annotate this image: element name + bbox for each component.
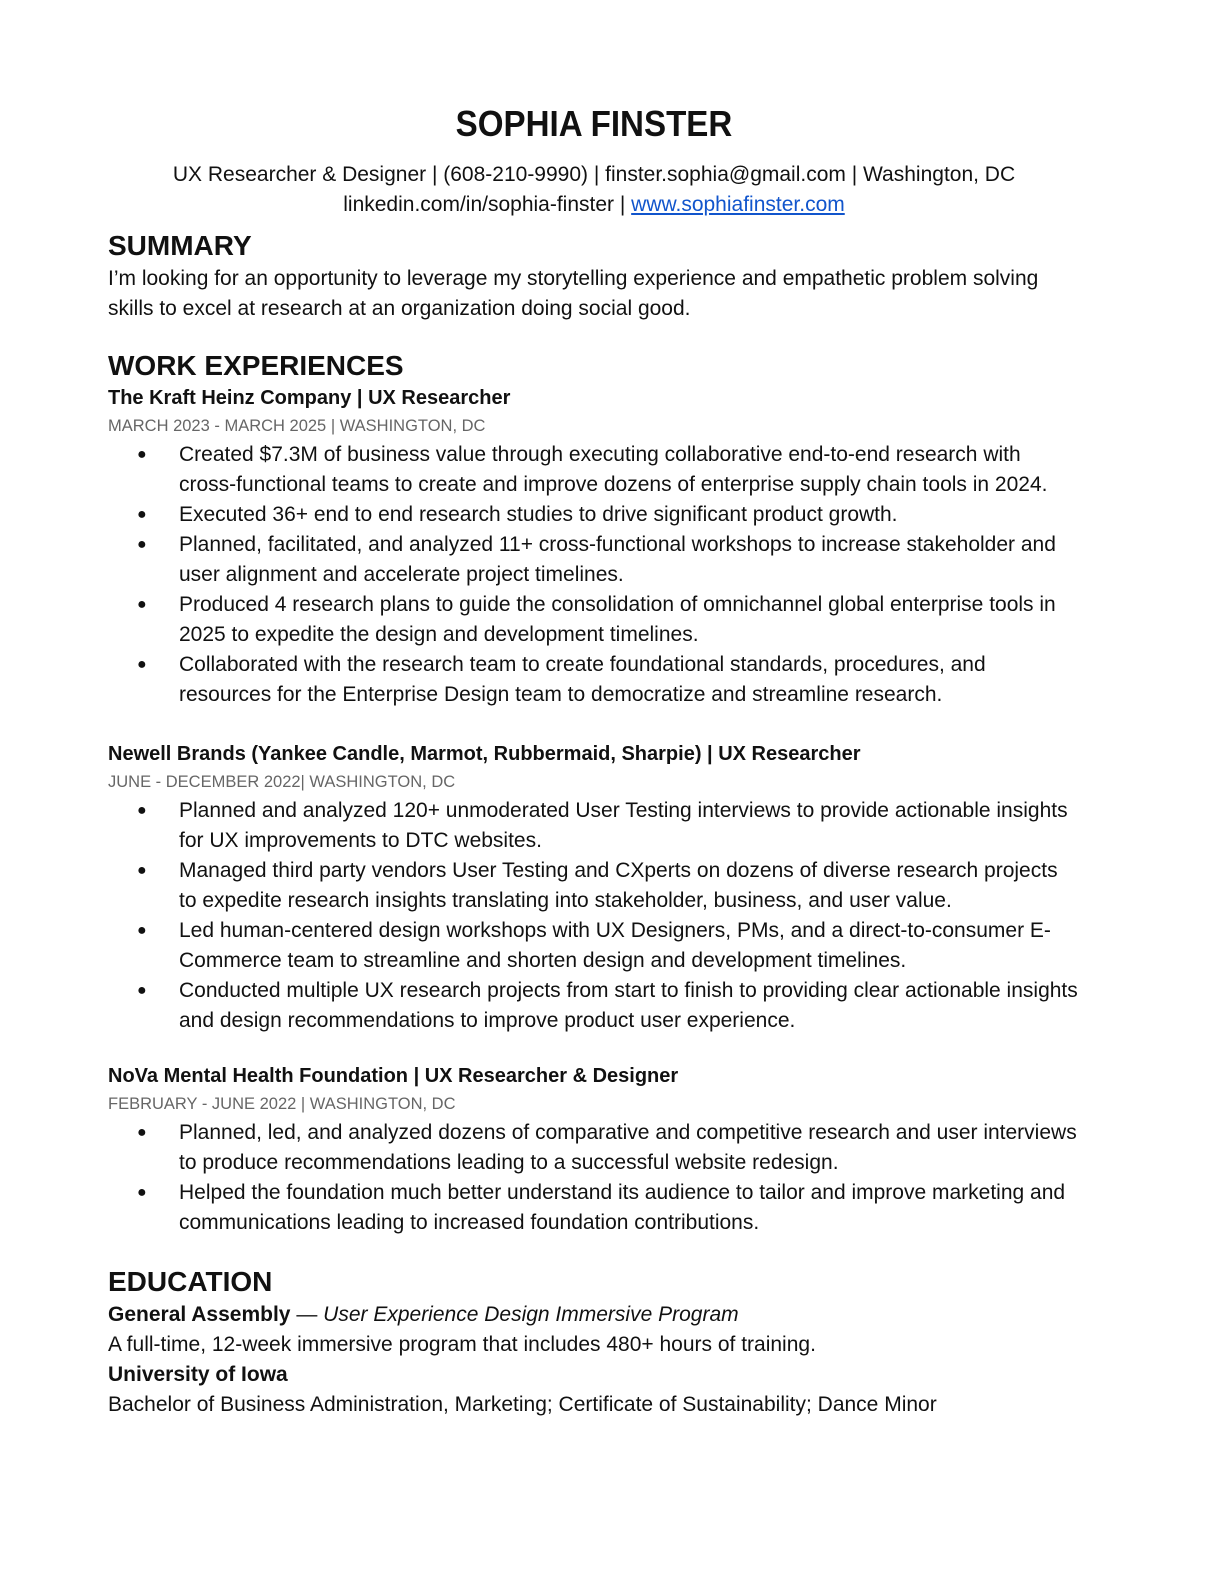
work-heading: WORK EXPERIENCES <box>108 350 404 381</box>
dash: — <box>290 1303 324 1326</box>
job-title: The Kraft Heinz Company | UX Researcher <box>108 387 511 409</box>
program-name: User Experience Design Immersive Program <box>323 1303 739 1326</box>
bullet-item: ● Created $7.3M of business value through executing collaborative end-to-end research with cross-functional teams to create and improve dozens of enterprise supply chain tools in 2024. <box>108 440 1080 500</box>
summary-section <box>108 228 1080 324</box>
bullet-item: ● Collaborated with the research team to create foundational standards, procedures, and resources for the Enterprise Design team to democratize and streamline research. <box>108 650 1080 710</box>
job-meta: MARCH 2023 - MARCH 2025 | WASHINGTON, DC <box>108 417 486 435</box>
job-meta: JUNE - DECEMBER 2022| WASHINGTON, DC <box>108 773 456 791</box>
job-bullets <box>108 1118 1080 1238</box>
bullet-item: ● Planned, led, and analyzed dozens of comparative and competitive research and user interviews to produce recommendations leading to a successful website redesign. <box>108 1118 1080 1178</box>
bullet-item: ● Produced 4 research plans to guide the consolidation of omnichannel global enterprise tools in 2025 to expedite the design and development timelines. <box>108 590 1080 650</box>
bullet-item: ● Conducted multiple UX research projects from start to finish to providing clear actionable insights and design recommendations to improve product user experience. <box>108 976 1080 1036</box>
education-detail: A full-time, 12-week immersive program that includes 480+ hours of training. <box>108 1333 816 1356</box>
school-name: General Assembly <box>108 1303 291 1326</box>
education-heading: EDUCATION <box>108 1266 273 1297</box>
job-entry-kraft-heinz <box>108 384 1080 710</box>
job-title: NoVa Mental Health Foundation | UX Researcher & Designer <box>108 1065 679 1087</box>
bullet-icon: ● <box>137 802 147 819</box>
summary-heading: SUMMARY <box>108 230 252 261</box>
job-entry-nova-mental-health <box>108 1062 1080 1238</box>
work-section <box>108 348 1080 1238</box>
contact-info <box>108 160 1080 220</box>
bullet-icon: ● <box>137 1124 147 1141</box>
bullet-icon: ● <box>137 862 147 879</box>
education-detail: Bachelor of Business Administration, Marketing; Certificate of Sustainability; Dance Minor <box>108 1393 937 1416</box>
separator: | <box>614 193 632 216</box>
education-entry-university-of-iowa <box>108 1360 1080 1390</box>
bullet-item: ● Planned, facilitated, and analyzed 11+ cross-functional workshops to increase stakeholder and user alignment and accelerate project timelines. <box>108 530 1080 590</box>
bullet-icon: ● <box>137 446 147 463</box>
job-bullets <box>108 440 1080 710</box>
job-meta: FEBRUARY - JUNE 2022 | WASHINGTON, DC <box>108 1095 456 1113</box>
linkedin-text: linkedin.com/in/sophia-finster <box>343 193 615 216</box>
education-entry-general-assembly <box>108 1300 1080 1330</box>
school-name: University of Iowa <box>108 1363 288 1386</box>
contact-line-1: UX Researcher & Designer | (608-210-9990) | finster.sophia@gmail.com | Washington, DC <box>172 163 1016 186</box>
website-link[interactable]: www.sophiafinster.com <box>631 193 845 216</box>
job-bullets <box>108 796 1080 1036</box>
bullet-icon: ● <box>137 922 147 939</box>
bullet-item: ● Executed 36+ end to end research studies to drive significant product growth. <box>108 500 1080 530</box>
bullet-item: ● Led human-centered design workshops with UX Designers, PMs, and a direct-to-consumer E-Commerce team to streamline and shorten design and development timelines. <box>108 916 1080 976</box>
bullet-icon: ● <box>137 596 147 613</box>
candidate-name: SOPHIA FINSTER <box>455 103 733 144</box>
bullet-icon: ● <box>137 1184 147 1201</box>
job-title: Newell Brands (Yankee Candle, Marmot, Rubbermaid, Sharpie) | UX Researcher <box>108 743 861 765</box>
bullet-icon: ● <box>137 506 147 523</box>
contact-line-2 <box>108 190 1080 220</box>
job-entry-newell-brands <box>108 740 1080 1036</box>
bullet-icon: ● <box>137 656 147 673</box>
bullet-icon: ● <box>137 536 147 553</box>
resume-page <box>108 100 1080 1420</box>
bullet-icon: ● <box>137 982 147 999</box>
bullet-item: ● Managed third party vendors User Testing and CXperts on dozens of diverse research projects to expedite research insights translating into stakeholder, business, and user value. <box>108 856 1080 916</box>
bullet-item: ● Helped the foundation much better understand its audience to tailor and improve marketing and communications leading to increased foundation contributions. <box>108 1178 1080 1238</box>
education-section <box>108 1264 1080 1420</box>
resume-header <box>108 100 1080 220</box>
bullet-item: ● Planned and analyzed 120+ unmoderated User Testing interviews to provide actionable insights for UX improvements to DTC websites. <box>108 796 1080 856</box>
summary-text: I’m looking for an opportunity to leverage my storytelling experience and empathetic problem solving skills to excel at research at an organization doing social good. <box>108 267 1039 320</box>
